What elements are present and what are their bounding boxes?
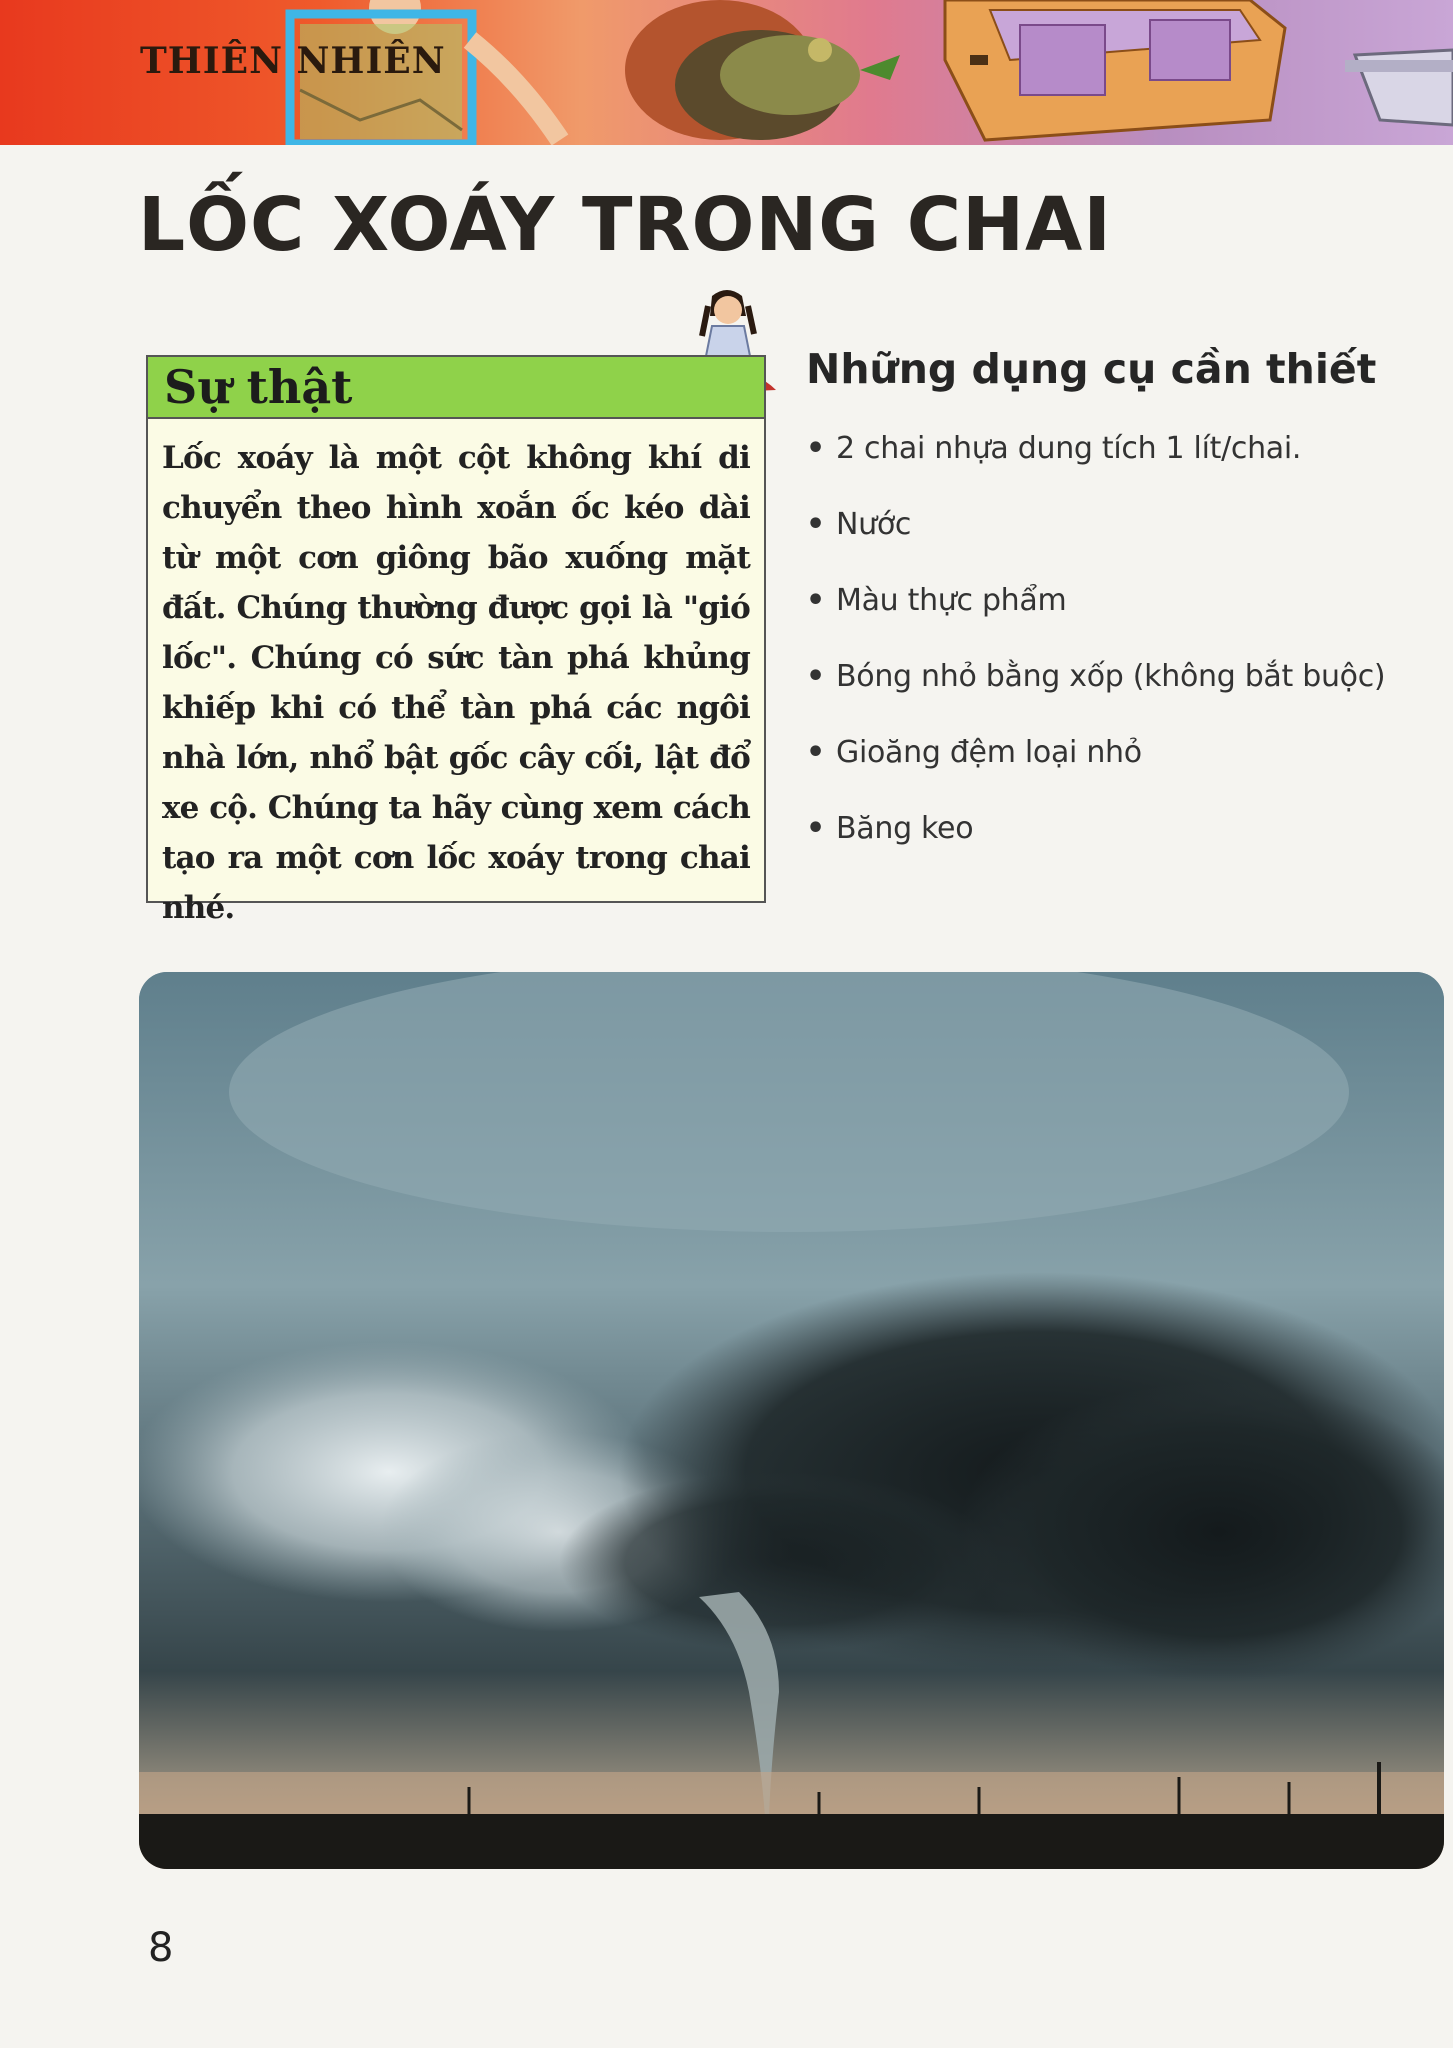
bullet-icon: • bbox=[806, 507, 825, 542]
page-title: LỐC XOÁY TRONG CHAI bbox=[138, 182, 1112, 268]
bullet-icon: • bbox=[806, 811, 825, 846]
list-item bbox=[806, 429, 1426, 505]
page-number: 8 bbox=[148, 1925, 174, 1971]
material-label: 2 chai nhựa dung tích 1 lít/chai. bbox=[836, 431, 1302, 466]
list-item bbox=[806, 581, 1426, 657]
bullet-icon: • bbox=[806, 431, 825, 466]
materials-title: Những dụng cụ cần thiết bbox=[806, 345, 1377, 393]
fact-box-text: Lốc xoáy là một cột không khí di chuyển theo hình xoắn ốc kéo dài từ một cơn giông bão xuống mặt đất. Chúng thường được gọi là "gió lốc". Chúng có sức tàn phá khủng khiếp khi có thể tàn phá các ngôi nhà lớn, nhổ bật gốc cây cối, lật đổ xe cộ. Chúng ta hãy cùng xem cách tạo ra một cơn lốc xoáy trong chai nhé. bbox=[162, 440, 750, 926]
bullet-icon: • bbox=[806, 583, 825, 618]
material-label: Bóng nhỏ bằng xốp (không bắt buộc) bbox=[836, 659, 1386, 694]
material-label: Nước bbox=[836, 507, 912, 542]
bullet-icon: • bbox=[806, 735, 825, 770]
list-item bbox=[806, 505, 1426, 581]
cardboard-box-icon bbox=[945, 0, 1285, 140]
tray-icon bbox=[1345, 50, 1453, 125]
toad-in-pot-icon bbox=[625, 0, 900, 140]
list-item bbox=[806, 657, 1426, 733]
bullet-icon: • bbox=[806, 659, 825, 694]
materials-section bbox=[806, 345, 1426, 885]
fact-box bbox=[146, 355, 766, 926]
material-label: Màu thực phẩm bbox=[836, 583, 1067, 618]
tornado-scene bbox=[139, 972, 1444, 1869]
list-item bbox=[806, 809, 1426, 885]
materials-list bbox=[806, 429, 1426, 885]
header-banner bbox=[0, 0, 1453, 145]
section-label: THIÊN NHIÊN bbox=[140, 40, 446, 82]
material-label: Băng keo bbox=[836, 811, 974, 846]
tornado-photo bbox=[139, 972, 1444, 1869]
material-label: Gioăng đệm loại nhỏ bbox=[836, 735, 1142, 770]
fact-box-heading: Sự thật bbox=[148, 357, 764, 419]
list-item bbox=[806, 733, 1426, 809]
